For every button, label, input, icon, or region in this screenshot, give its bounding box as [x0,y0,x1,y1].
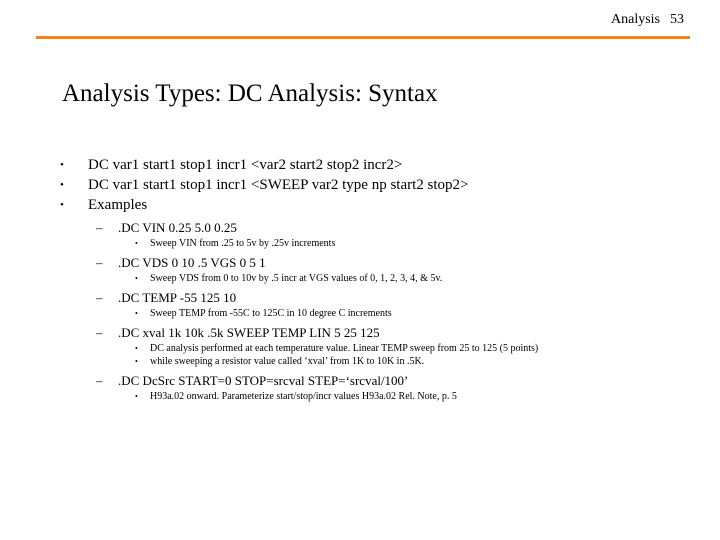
bullet-dot-icon: • [135,274,138,283]
bullet-item [0,196,720,216]
bullet-dot-icon: • [135,239,138,248]
example-note-text: Sweep VDS from 0 to 10v by .5 incr at VGS values of 0, 1, 2, 3, 4, & 5v. [150,273,443,284]
page-header [611,12,684,28]
example-command: .DC DcSrc START=0 STOP=srcval STEP=‘srcval/100’ [118,373,409,388]
example-note [0,273,720,286]
example-note [0,238,720,251]
example-note [0,391,720,404]
bullet-text: DC var1 start1 stop1 incr1 <SWEEP var2 type np start2 stop2> [88,177,469,193]
example-note [0,343,720,356]
bullet-dot-icon: • [135,392,138,401]
bullet-item [0,156,720,176]
bullet-list [0,156,720,404]
example-note-text: while sweeping a resistor value called ‘xval’ from 1K to 10K in .5K. [150,356,425,367]
example-item [0,254,720,273]
page-number: 53 [670,12,684,27]
bullet-text: DC var1 start1 stop1 incr1 <var2 start2 stop2 incr2> [88,157,403,173]
bullet-dot-icon: • [135,357,138,366]
header-rule [36,36,690,39]
dash-bullet-icon: – [96,325,103,340]
example-note [0,356,720,369]
example-item [0,372,720,391]
example-item [0,219,720,238]
example-command: .DC xval 1k 10k .5k SWEEP TEMP LIN 5 25 125 [118,325,380,340]
bullet-dot-icon: • [135,309,138,318]
bullet-text: Examples [88,197,148,213]
bullet-dot-icon: • [60,159,64,171]
dash-bullet-icon: – [96,220,103,235]
example-item [0,324,720,343]
bullet-dot-icon: • [135,344,138,353]
example-command: .DC VIN 0.25 5.0 0.25 [118,220,237,235]
dash-bullet-icon: – [96,373,103,388]
example-item [0,289,720,308]
header-section: Analysis [611,12,660,27]
example-note-text: Sweep TEMP from -55C to 125C in 10 degree C increments [150,308,392,319]
example-note [0,308,720,321]
example-note-text: Sweep VIN from .25 to 5v by .25v increments [150,238,336,249]
example-note-text: DC analysis performed at each temperature value. Linear TEMP sweep from 25 to 125 (5 points) [150,343,539,354]
example-command: .DC VDS 0 10 .5 VGS 0 5 1 [118,255,266,270]
dash-bullet-icon: – [96,255,103,270]
dash-bullet-icon: – [96,290,103,305]
example-command: .DC TEMP -55 125 10 [118,290,237,305]
bullet-dot-icon: • [60,179,64,191]
slide-title: Analysis Types: DC Analysis: Syntax [62,80,438,107]
example-note-text: H93a.02 onward. Parameterize start/stop/incr values H93a.02 Rel. Note, p. 5 [150,391,457,402]
bullet-dot-icon: • [60,199,64,211]
bullet-item [0,176,720,196]
